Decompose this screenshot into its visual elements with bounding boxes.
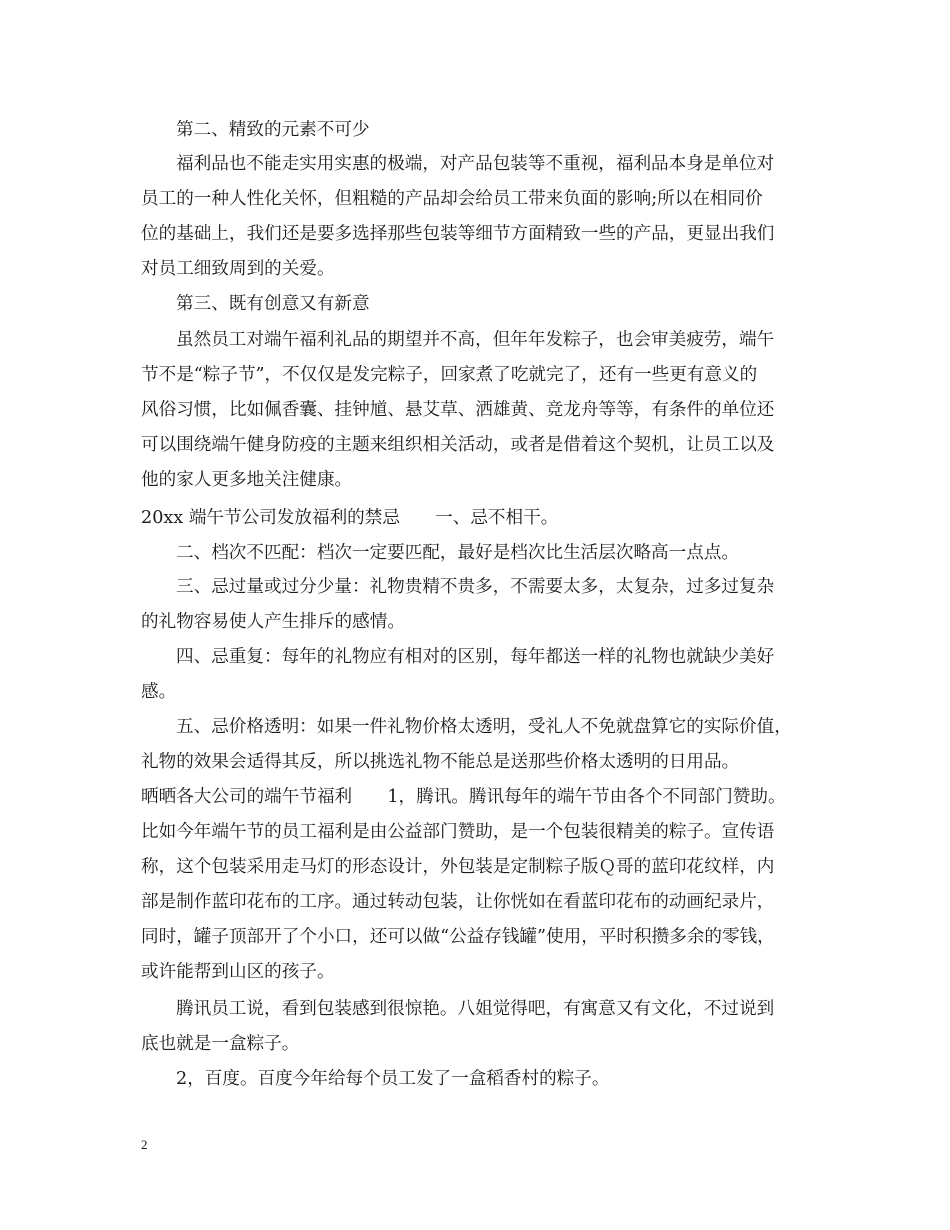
heading-third: 第三、既有创意又有新意: [176, 294, 370, 314]
paragraph-line: 员工的一种人性化关怀，但粗糙的产品却会给员工带来负面的影响;所以在相同价: [141, 189, 763, 209]
paragraph-line: 三、忌过量或过分少量：礼物贵精不贵多，不需要太多，太复杂，过多过复杂: [176, 577, 775, 597]
paragraph-line: 福利品也不能走实用实惠的极端，对产品包装等不重视，福利品本身是单位对: [176, 154, 775, 174]
paragraph-line: 五、忌价格透明：如果一件礼物价格太透明，受礼人不免就盘算它的实际价值，: [176, 717, 792, 737]
paragraph-line: 二、档次不匹配：档次一定要匹配，最好是档次比生活层次略高一点点。: [176, 543, 740, 563]
paragraph-line: 可以围绕端午健身防疫的主题来组织相关活动，或者是借着这个契机，让员工以及: [141, 435, 775, 455]
paragraph-line: 称，这个包装采用走马灯的形态设计，外包装是定制粽子版Ｑ哥的蓝印花纹样，内: [141, 857, 775, 877]
paragraph-line: 底也就是一盒粽子。: [141, 1034, 300, 1054]
paragraph-line: 的礼物容易使人产生排斥的感情。: [141, 612, 405, 632]
paragraph-line: 或许能帮到山区的孩子。: [141, 962, 335, 982]
paragraph-line: 同时，罐子顶部开了个小口，还可以做“公益存钱罐”使用，平时积攒多余的零钱，: [141, 927, 775, 947]
paragraph-line: 虽然员工对端午福利礼品的期望并不高，但年年发粽子，也会审美疲劳，端午: [176, 330, 775, 350]
paragraph-line: 比如今年端午节的员工福利是由公益部门赞助，是一个包装很精美的粽子。宣传语: [141, 822, 775, 842]
paragraph-line: 礼物的效果会适得其反，所以挑选礼物不能总是送那些价格太透明的日用品。: [141, 752, 740, 772]
paragraph-line: 2，百度。百度今年给每个员工发了一盒稻香村的粽子。: [176, 1069, 610, 1089]
section-heading-taboos: 20xx 端午节公司发放福利的禁忌 一、忌不相干。: [141, 508, 559, 528]
paragraph-line: 他的家人更多地关注健康。: [141, 470, 353, 490]
paragraph-line: 四、忌重复：每年的礼物应有相对的区别，每年都送一样的礼物也就缺少美好: [176, 647, 775, 667]
heading-second: 第二、精致的元素不可少: [176, 120, 370, 140]
paragraph-line: 腾讯员工说，看到包装感到很惊艳。八姐觉得吧，有寓意又有文化，不过说到: [176, 999, 775, 1019]
paragraph-line: 节不是“粽子节”，不仅仅是发完粽子，回家煮了吃就完了，还有一些更有意义的: [141, 365, 758, 385]
paragraph-line: 风俗习惯，比如佩香囊、挂钟馗、悬艾草、洒雄黄、竞龙舟等等，有条件的单位还: [141, 400, 775, 420]
paragraph-line: 感。: [141, 682, 177, 702]
paragraph-line: 对员工细致周到的关爱。: [141, 259, 335, 279]
section-heading-company-benefits: 晒晒各大公司的端午节福利 1，腾讯。腾讯每年的端午节由各个不同部门赞助。: [141, 787, 786, 807]
paragraph-line: 部是制作蓝印花布的工序。通过转动包装，让你恍如在看蓝印花布的动画纪录片，: [141, 892, 775, 912]
page-number: 2: [141, 1137, 148, 1152]
paragraph-line: 位的基础上，我们还是要多选择那些包装等细节方面精致一些的产品，更显出我们: [141, 224, 775, 244]
